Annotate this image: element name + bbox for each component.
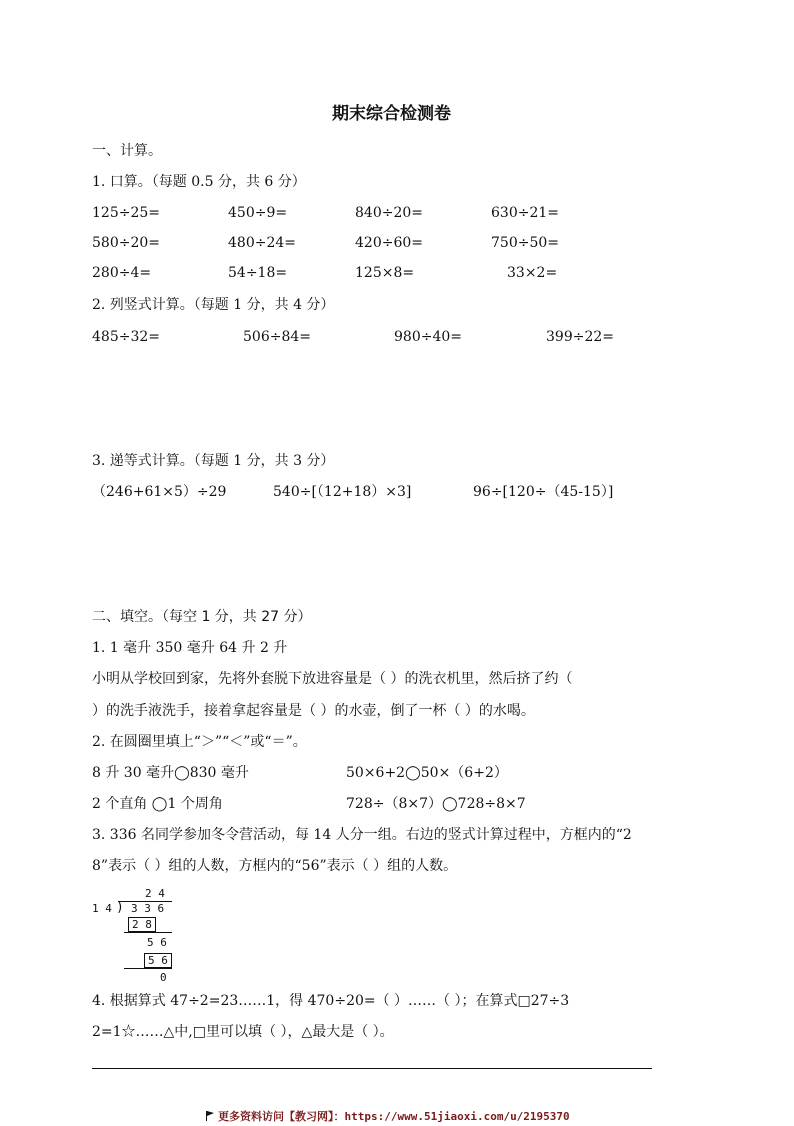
division-remainder: 5 6 [147, 936, 167, 949]
oral-calc-item: 750÷50= [491, 235, 559, 251]
division-line [124, 932, 172, 933]
oral-calc-item: 125÷25= [92, 205, 160, 221]
oral-calc-item: 125×8= [355, 265, 415, 281]
oral-calc-item: 33×2= [507, 265, 558, 281]
footer-link[interactable]: 更多资料访问【教习网】：https://www.51jiaoxi.com/u/2195370 [218, 1110, 570, 1123]
oral-calc-item: 580÷20= [92, 235, 160, 251]
division-bracket: ) [116, 900, 124, 915]
oral-calc-item: 480÷24= [228, 235, 296, 251]
division-step-boxed: 2 8 [128, 917, 156, 932]
volume-options: 1. 1 毫升 350 毫升 64 升 2 升 [92, 640, 288, 656]
oral-calc-item: 420÷60= [355, 235, 423, 251]
division-quotient: 2 4 [145, 887, 165, 900]
division-line [124, 968, 172, 969]
oral-calc-item: 450÷9= [228, 205, 288, 221]
division-step-boxed: 5 6 [144, 953, 172, 968]
step-calc-item: （246+61×5）÷29 [92, 484, 227, 500]
step-calc-item: 96÷[120÷（45-15）] [473, 484, 614, 500]
vertical-calc-item: 506÷84= [243, 329, 311, 345]
fill-blank-text: 小明从学校回到家，先将外套脱下放进容量是（ ）的洗衣机里，然后挤了约（ [92, 671, 573, 687]
division-divisor: 1 4 [92, 902, 112, 915]
oral-calc-item: 54÷18= [228, 265, 288, 281]
question-text: 8”表示（ ）组的人数，方框内的“56”表示（ ）组的人数。 [92, 858, 458, 874]
bottom-divider [92, 1068, 652, 1069]
vertical-calc-item: 485÷32= [92, 329, 160, 345]
question-heading: 2. 在圆圈里填上“＞”“＜”或“＝”。 [92, 734, 307, 750]
oral-calc-item: 280÷4= [92, 265, 152, 281]
oral-calc-item: 840÷20= [355, 205, 423, 221]
question-text: 2=1☆……△中,□里可以填（ ），△最大是（ ）。 [92, 1024, 394, 1040]
question-text: 4. 根据算式 47÷2=23……1，得 470÷20=（ ）……（ ）；在算式□27÷3 [92, 993, 570, 1009]
question-heading: 1. 口算。（每题 0.5 分，共 6 分） [92, 174, 306, 190]
division-final-remainder: 0 [160, 971, 167, 984]
compare-item: 728÷（8×7）◯728÷8×7 [346, 796, 526, 812]
step-calc-item: 540÷[（12+18）×3] [273, 484, 412, 500]
page-title: 期末综合检测卷 [332, 104, 451, 124]
vertical-calc-item: 399÷22= [546, 329, 614, 345]
flag-icon [206, 1111, 214, 1121]
oral-calc-item: 630÷21= [491, 205, 559, 221]
compare-item: 2 个直角 ◯1 个周角 [92, 796, 223, 812]
division-dividend: 3 3 6 [131, 902, 165, 915]
section-heading: 二、填空。（每空 1 分，共 27 分） [92, 609, 312, 625]
vertical-calc-item: 980÷40= [394, 329, 462, 345]
fill-blank-text: ）的洗手液洗手，接着拿起容量是（ ）的水壶，倒了一杯（ ）的水喝。 [92, 703, 535, 719]
long-division-figure [90, 885, 180, 985]
question-heading: 2. 列竖式计算。（每题 1 分，共 4 分） [92, 297, 335, 313]
section-heading: 一、计算。 [92, 143, 162, 159]
question-text: 3. 336 名同学参加冬令营活动，每 14 人分一组。右边的竖式计算过程中，方框内的“2 [92, 827, 632, 843]
compare-item: 50×6+2◯50×（6+2） [346, 765, 508, 781]
question-heading: 3. 递等式计算。（每题 1 分，共 3 分） [92, 453, 335, 469]
compare-item: 8 升 30 毫升◯830 毫升 [92, 765, 249, 781]
